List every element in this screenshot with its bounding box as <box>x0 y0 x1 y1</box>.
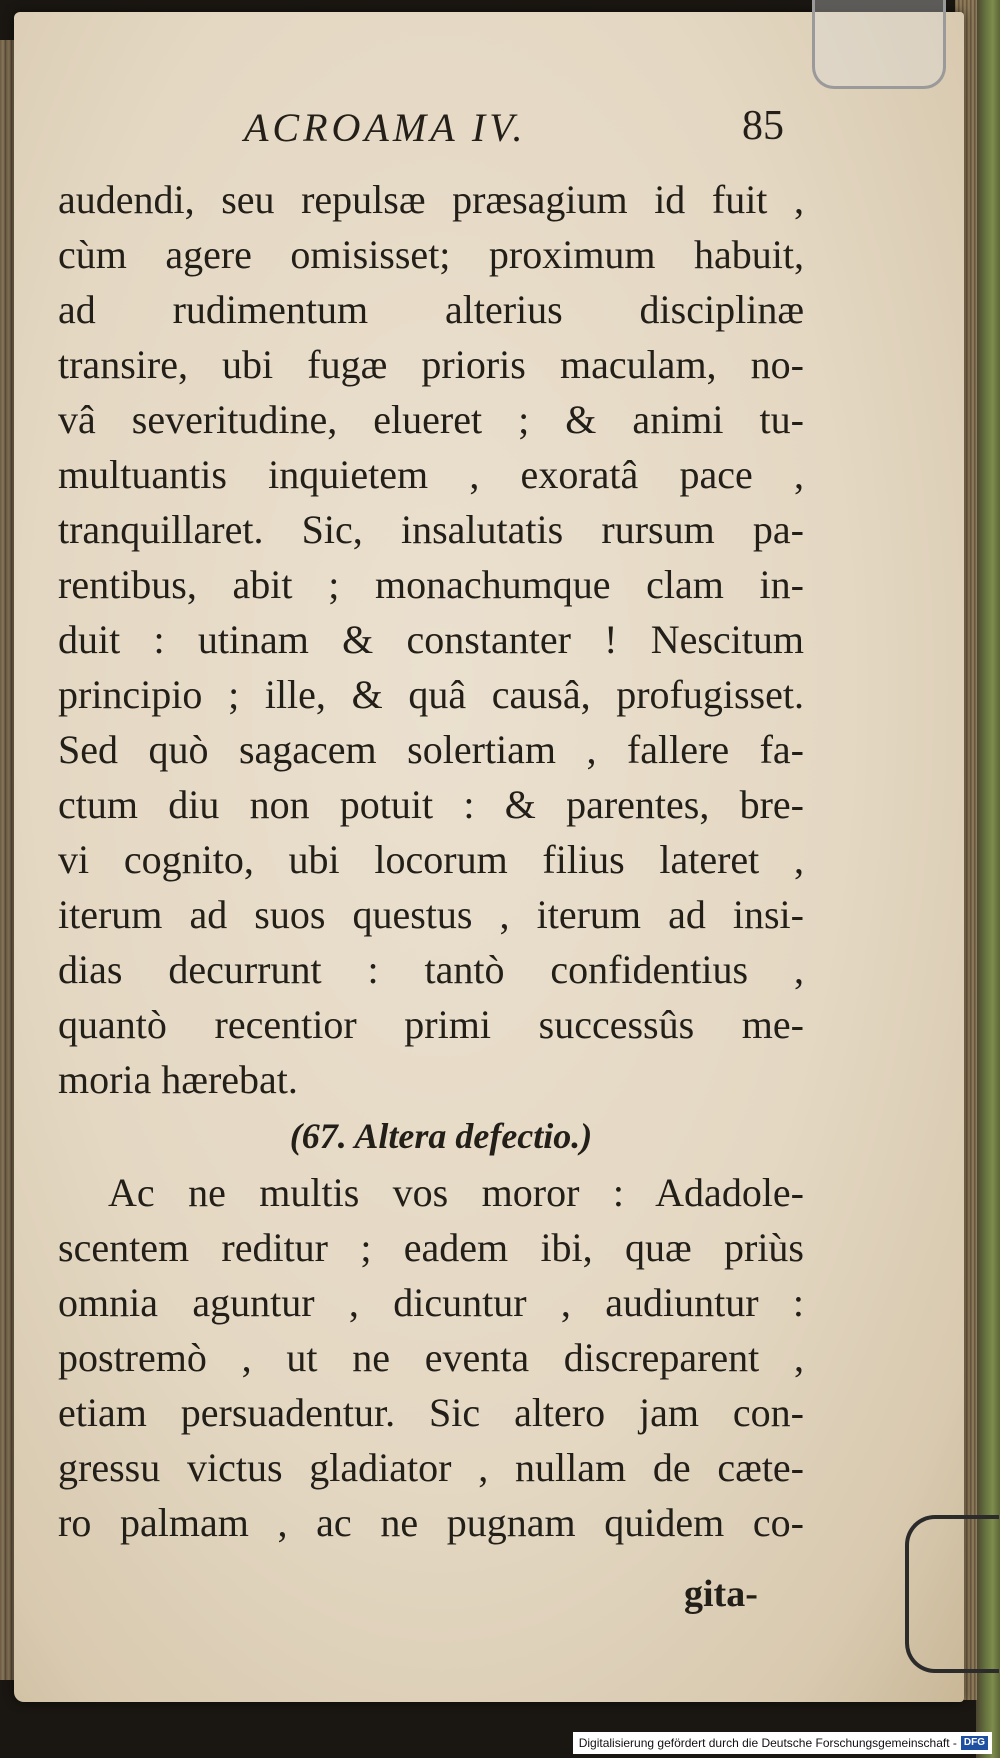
book-binding <box>976 0 1000 1758</box>
text-line: vi cognito, ubi locorum filius lateret , <box>58 837 804 882</box>
text-line: gressu victus gladiator , nullam de cæte- <box>58 1445 804 1490</box>
text-line: vâ severitudine, elueret ; & animi tu- <box>58 397 804 442</box>
page-clip-bottom <box>905 1515 999 1673</box>
text-line: dias decurrunt : tantò confidentius , <box>58 947 804 992</box>
text-line: tranquillaret. Sic, insalutatis rursum pa- <box>58 507 804 552</box>
text-line: moria hærebat. <box>58 1057 298 1102</box>
text-line: etiam persuadentur. Sic altero jam con- <box>58 1390 804 1435</box>
page-header <box>244 104 784 160</box>
text-line: audendi, seu repulsæ præsagium id fuit , <box>58 177 804 222</box>
text-line: omnia aguntur , dicuntur , audiuntur : <box>58 1280 804 1325</box>
text-line: duit : utinam & constanter ! Nescitum <box>58 617 804 662</box>
text-line: ctum diu non potuit : & parentes, bre- <box>58 782 804 827</box>
catchword: gita- <box>684 1573 758 1615</box>
section-heading: (67. Altera defectio.) <box>289 1116 593 1156</box>
text-line: transire, ubi fugæ prioris maculam, no- <box>58 342 804 387</box>
text-line: Ac ne multis vos moror : Adadole- <box>108 1170 804 1215</box>
text-line: ad rudimentum alterius disciplinæ <box>58 287 804 332</box>
text-line: quantò recentior primi successûs me- <box>58 1002 804 1047</box>
text-line: rentibus, abit ; monachumque clam in- <box>58 562 804 607</box>
text-line: iterum ad suos questus , iterum ad insi- <box>58 892 804 937</box>
running-head: ACROAMA IV. <box>244 105 527 150</box>
digitization-credit <box>573 1732 992 1754</box>
body-text <box>58 172 804 1550</box>
text-line: principio ; ille, & quâ causâ, profugisset. <box>58 672 804 717</box>
page-number: 85 <box>742 103 784 149</box>
text-line: multuantis inquietem , exoratâ pace , <box>58 452 804 497</box>
text-line: postremò , ut ne eventa discreparent , <box>58 1335 804 1380</box>
credit-text: Digitalisierung gefördert durch die Deutsche Forschungsgemeinschaft - <box>578 1736 957 1750</box>
text-line: cùm agere omisisset; proximum habuit, <box>58 232 804 277</box>
dfg-logo: DFG <box>961 1736 988 1750</box>
text-line: scentem reditur ; eadem ibi, quæ priùs <box>58 1225 804 1270</box>
text-line: ro palmam , ac ne pugnam quidem co- <box>58 1500 804 1545</box>
page-clip-top <box>812 0 946 89</box>
text-line: Sed quò sagacem solertiam , fallere fa- <box>58 727 804 772</box>
book-page <box>14 12 964 1702</box>
